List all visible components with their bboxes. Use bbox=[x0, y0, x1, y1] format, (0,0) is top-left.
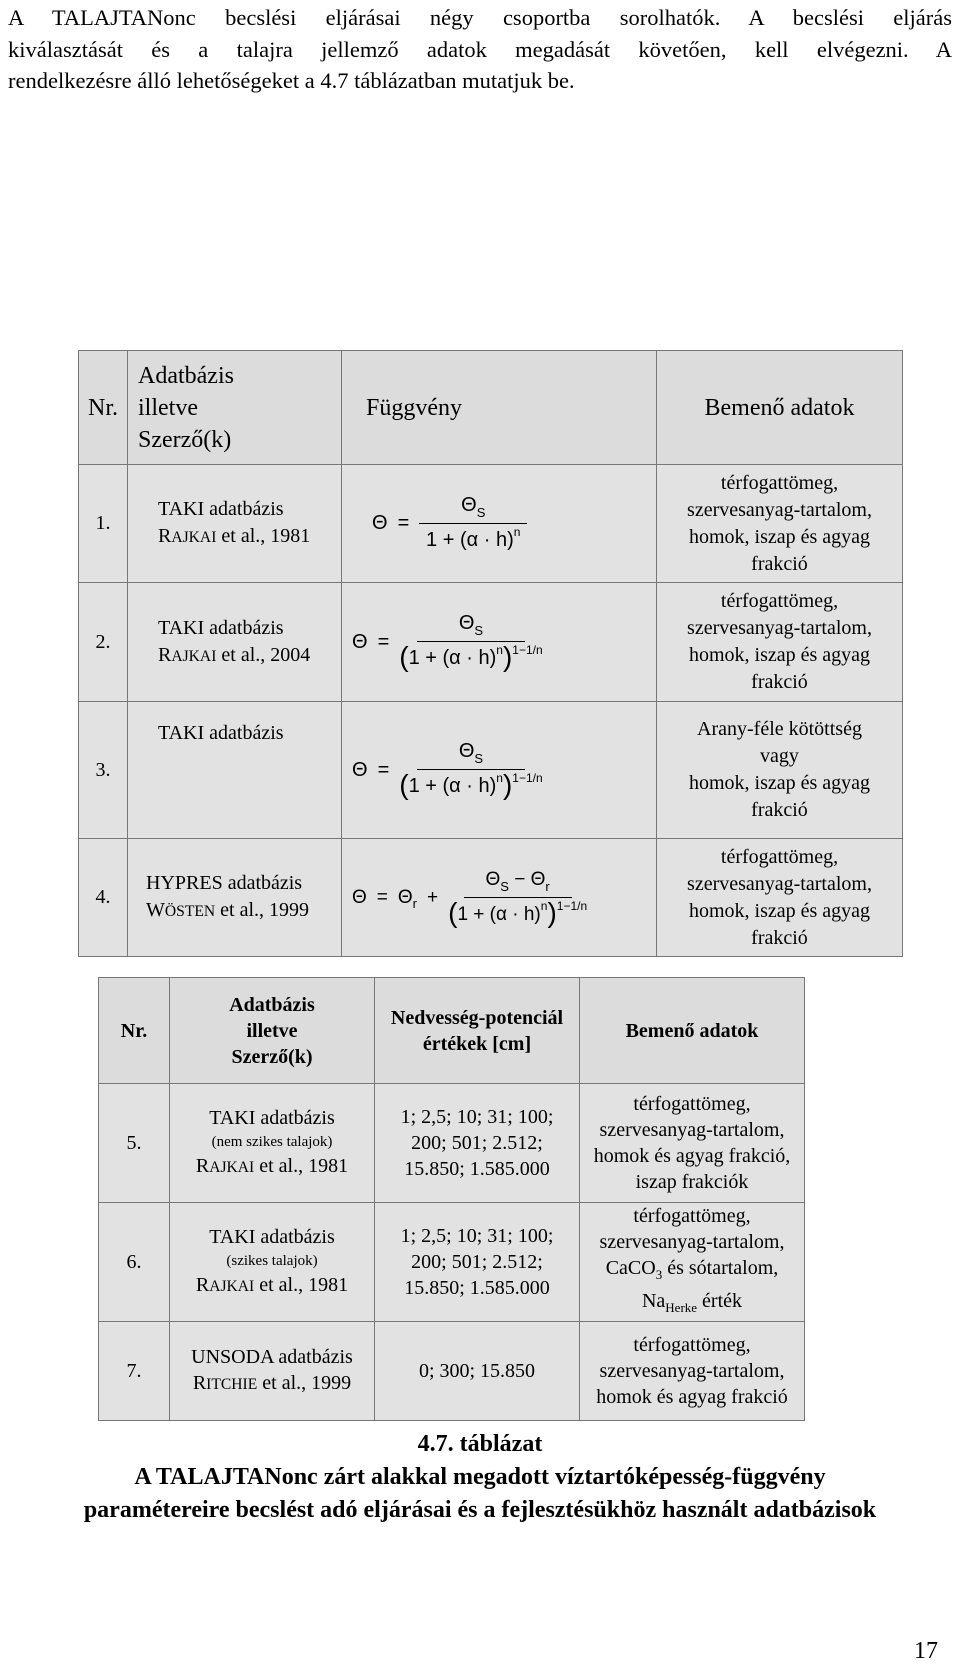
intro-line: A TALAJTANonc becslési eljárásai négy csoportba sorolhatók. A becslési eljárás bbox=[8, 5, 952, 30]
row-values: 0; 300; 15.850 bbox=[375, 1322, 580, 1421]
row-number: 6. bbox=[99, 1203, 170, 1322]
table-caption-line: A TALAJTANonc zárt alakkal megadott víztartóképesség-függvény bbox=[134, 1464, 826, 1490]
header-inputs: Bemenő adatok bbox=[657, 351, 903, 465]
row-author bbox=[128, 583, 342, 702]
row-inputs: Arany-féle kötöttség vagy homok, iszap és agyag frakció bbox=[657, 702, 903, 839]
table-header-row bbox=[79, 351, 903, 465]
row-number: 2. bbox=[79, 583, 128, 702]
row-number: 3. bbox=[79, 702, 128, 839]
row-author bbox=[170, 1203, 375, 1322]
database-note: (nem szikes talajok) bbox=[211, 1134, 333, 1150]
header-values: Nedvesség-potenciál értékek [cm] bbox=[375, 978, 580, 1084]
author-name: WÖSTEN et al., 1999 bbox=[146, 899, 310, 921]
row-values: 1; 2,5; 10; 31; 100; 200; 501; 2.512; 15.850; 1.585.000 bbox=[375, 1084, 580, 1203]
header-author-line: illetve bbox=[138, 394, 198, 421]
header-author: Adatbázis illetve Szerző(k) bbox=[170, 978, 375, 1084]
row-values: 1; 2,5; 10; 31; 100; 200; 501; 2.512; 15.850; 1.585.000 bbox=[375, 1203, 580, 1322]
table-row bbox=[79, 465, 903, 583]
formula: Θ = $\frac{\Theta_S}{(1 + (\alpha \cdot h)^n)^{1-1/n}}$ bbox=[352, 612, 543, 672]
row-author bbox=[128, 465, 342, 583]
header-nr: Nr. bbox=[99, 978, 170, 1084]
header-nr: Nr. bbox=[79, 351, 128, 465]
intro-line: kiválasztását és a talajra jellemző adatok megadását követően, kell elvégezni. A bbox=[8, 36, 952, 62]
table-row bbox=[99, 1322, 805, 1421]
formula: Θ = $\frac{\Theta_S}{(1 + (\alpha \cdot h)^n)^{1-1/n}}$ bbox=[352, 740, 543, 800]
formula: Θ = $\frac{\Theta_S}{1 + (\alpha \cdot h)^n}$ bbox=[372, 492, 527, 556]
row-formula bbox=[342, 465, 657, 583]
row-number: 7. bbox=[99, 1322, 170, 1421]
row-author bbox=[128, 702, 342, 839]
table-row bbox=[99, 1203, 805, 1322]
row-author bbox=[170, 1322, 375, 1421]
functions-table bbox=[78, 350, 903, 957]
author-name: RAJKAI et al., 1981 bbox=[195, 1155, 349, 1177]
row-number: 4. bbox=[79, 839, 128, 957]
author-name: RITCHIE et al., 1999 bbox=[192, 1372, 352, 1394]
database-name: TAKI adatbázis bbox=[158, 616, 284, 639]
pedotransfer-table bbox=[98, 977, 805, 1421]
table-caption-line: paramétereire becslést adó eljárásai és a fejlesztésükhöz használt adatbázisok bbox=[83, 1497, 877, 1523]
database-name: TAKI adatbázis bbox=[158, 722, 284, 744]
page-number: 17 bbox=[914, 1638, 938, 1664]
intro-line: rendelkezésre álló lehetőségeket a 4.7 táblázatban mutatjuk be. bbox=[8, 68, 575, 93]
row-formula bbox=[342, 583, 657, 702]
row-inputs: térfogattömeg, szervesanyag-tartalom, homok, iszap és agyag frakció bbox=[657, 465, 903, 583]
header-author-line: Adatbázis bbox=[138, 362, 234, 389]
database-name: HYPRES adatbázis bbox=[146, 872, 303, 894]
author-name: RAJKAI et al., 1981 bbox=[195, 1274, 349, 1296]
author-name: RAJKAI et al., 1981 bbox=[158, 525, 311, 547]
row-author bbox=[170, 1084, 375, 1203]
intro-paragraph bbox=[8, 2, 952, 97]
database-note: (szikes talajok) bbox=[226, 1253, 318, 1269]
row-inputs: térfogattömeg, szervesanyag-tartalom, homok és agyag frakció bbox=[580, 1322, 805, 1421]
row-author bbox=[128, 839, 342, 957]
row-number: 5. bbox=[99, 1084, 170, 1203]
database-name: TAKI adatbázis bbox=[158, 498, 284, 520]
table-row bbox=[99, 1084, 805, 1203]
row-inputs: térfogattömeg, szervesanyag-tartalom, homok és agyag frakció, iszap frakciók bbox=[580, 1084, 805, 1203]
row-inputs: térfogattömeg, szervesanyag-tartalom, CaCO$_3$ és sótartalom, $Na_{Herke}$ érték bbox=[580, 1203, 805, 1322]
database-name: TAKI adatbázis bbox=[209, 1226, 335, 1248]
table-row bbox=[79, 839, 903, 957]
row-inputs: térfogattömeg, szervesanyag-tartalom, homok, iszap és agyag frakció bbox=[657, 583, 903, 702]
row-number: 1. bbox=[79, 465, 128, 583]
database-name: UNSODA adatbázis bbox=[191, 1346, 353, 1368]
row-formula bbox=[342, 702, 657, 839]
table-header-row bbox=[99, 978, 805, 1084]
row-inputs: térfogattömeg, szervesanyag-tartalom, homok, iszap és agyag frakció bbox=[657, 839, 903, 957]
database-name: TAKI adatbázis bbox=[209, 1107, 335, 1129]
header-inputs: Bemenő adatok bbox=[580, 978, 805, 1084]
header-author-line: Szerző(k) bbox=[138, 426, 232, 453]
header-author bbox=[128, 351, 342, 465]
table-row bbox=[79, 583, 903, 702]
formula: Θ = Θ r + $\frac{\Theta_S - \Theta_r}{(1 + (\alpha \cdot h)^n)^{1-1/n}}$ bbox=[352, 866, 587, 930]
header-function: Függvény bbox=[342, 351, 657, 465]
author-name: RAJKAI et al., 2004 bbox=[158, 643, 311, 666]
table-caption-number: 4.7. táblázat bbox=[417, 1431, 543, 1457]
table-row bbox=[79, 702, 903, 839]
row-formula bbox=[342, 839, 657, 957]
